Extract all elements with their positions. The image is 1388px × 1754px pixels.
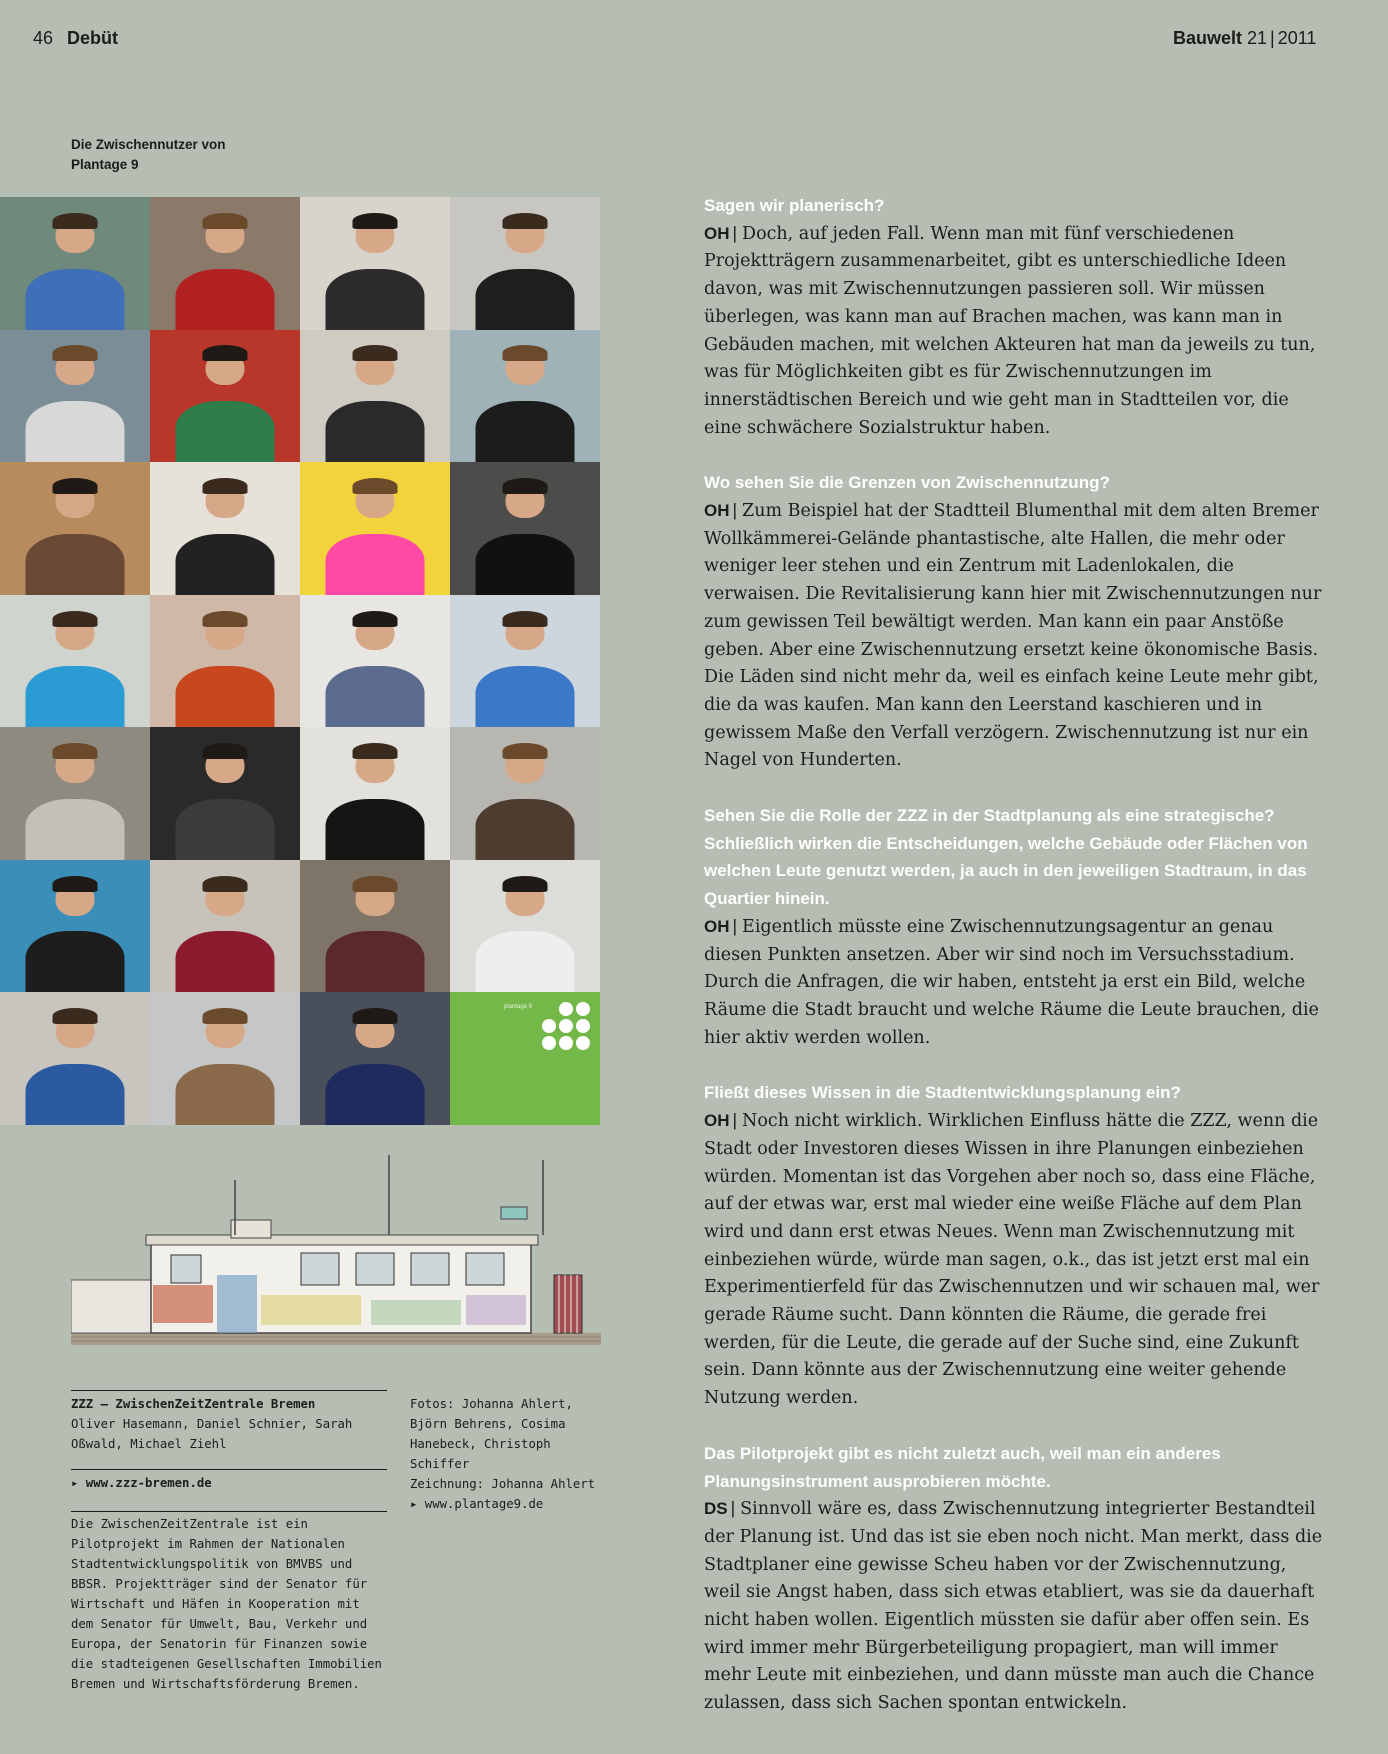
speaker-separator: | bbox=[732, 500, 738, 521]
portrait-photo bbox=[300, 860, 450, 993]
portrait-photo bbox=[300, 197, 450, 330]
interview-answer: Doch, auf jeden Fall. Wenn man mit fünf verschiedenen Projektträgern zusammenarbeitet, gibt es unterschiedliche Ideen davon, was mit Zwischennutzungen passieren soll. Wir müssen überlegen, was kann man auf Brachen machen, was kann man in Gebäuden machen, mit welchen Akteuren hat man da jeweils zu tun, was für Möglichkeiten gibt es für Zwischennutzungen im innerstädtischen Bereich und wie geht man in Stadtteilen vor, die eine schwächere Sozialstruktur haben. bbox=[704, 223, 1316, 438]
plantage-logo-tile bbox=[450, 992, 600, 1125]
interview-question: Fließt dieses Wissen in die Stadtentwicklungsplanung ein? bbox=[704, 1083, 1181, 1103]
interview-answer-paragraph bbox=[704, 497, 1324, 775]
portrait-photo bbox=[150, 595, 300, 728]
portrait-photo-grid bbox=[0, 197, 600, 1125]
photo-credits: Fotos: Johanna Ahlert, Björn Behrens, Cosima Hanebeck, Christoph Schiffer bbox=[410, 1397, 573, 1471]
portrait-photo bbox=[300, 992, 450, 1125]
portrait-photo bbox=[0, 992, 150, 1125]
portrait-photo bbox=[450, 860, 600, 993]
portrait-photo bbox=[450, 462, 600, 595]
portrait-photo bbox=[0, 860, 150, 993]
interview-question: Das Pilotprojekt gibt es nicht zuletzt auch, weil man ein anderes Planungsinstrument ausprobieren möchte. bbox=[704, 1443, 1221, 1491]
speaker-initials: OH bbox=[704, 916, 730, 936]
logo-text: plantage 9 bbox=[503, 1004, 532, 1011]
issue-year: 2011 bbox=[1277, 28, 1317, 48]
drawing-credits: Zeichnung: Johanna Ahlert bbox=[410, 1477, 596, 1491]
zzz-website-link[interactable]: ▸ www.zzz-bremen.de bbox=[71, 1476, 212, 1490]
speaker-initials: OH bbox=[704, 1111, 730, 1131]
logo-dots-icon bbox=[542, 1002, 590, 1050]
portrait-photo bbox=[150, 197, 300, 330]
interview-block bbox=[704, 469, 1324, 775]
magazine-name: Bauwelt bbox=[1173, 28, 1243, 48]
plantage-website-link[interactable]: ▸ www.plantage9.de bbox=[410, 1497, 544, 1511]
interview-answer-paragraph bbox=[704, 1107, 1324, 1413]
portrait-photo bbox=[150, 462, 300, 595]
speaker-separator: | bbox=[732, 915, 738, 936]
photo-caption: Die Zwischennutzer von Plantage 9 bbox=[71, 137, 226, 172]
portrait-photo bbox=[450, 727, 600, 860]
organization-info bbox=[71, 1394, 391, 1454]
interview-question: Sehen Sie die Rolle der ZZZ in der Stadtplanung als eine strategische? Schließlich wirken die Entscheidungen, welche Gebäude oder Flächen von welchen Leute genutzt werden, ja auch in den jeweiligen Stadtraum, in das Quartier hinein. bbox=[704, 806, 1308, 909]
interview-answer-paragraph bbox=[704, 913, 1324, 1053]
issue-number: 21 bbox=[1247, 28, 1268, 48]
interview-block bbox=[704, 1079, 1324, 1412]
interview-answer-paragraph bbox=[704, 1495, 1324, 1718]
interview-answer: Eigentlich müsste eine Zwischennutzungsagentur an genau diesen Punkten ansetzen. Aber wir sind noch im Versuchsstadium. Durch die Anfragen, die wir haben, entsteht ja erst ein Bild, welche Räume die Stadt braucht und welche Räume die Leute brauchen, die hier aktiv werden wollen. bbox=[704, 916, 1319, 1048]
portrait-photo bbox=[0, 197, 150, 330]
interview-answer: Noch nicht wirklich. Wirklichen Einfluss hätte die ZZZ, wenn die Stadt oder Investoren dieses Wissen in ihre Planungen einbeziehen würden. Momentan ist das Vorgehen aber noch so, dass eine Fläche, auf der etwas war, erst mal wieder eine weiße Fläche auf dem Plan wird und dann erst etwas Neues. Wenn man Zwischennutzung mit einbeziehen würde, würde man sagen, o.k., das ist jetzt erst mal ein Experimentierfeld für das Zwischennutzen und wir schauen mal, wer gerade Räume sucht. Dann könnten die Räume, die gerade frei werden, für die Leute, die gerade auf der Suche sind, eine Zukunft sein. Dann könnte aus der Zwischennutzung eine weiter gehende Nutzung werden. bbox=[704, 1111, 1320, 1409]
interview-question: Sagen wir planerisch? bbox=[704, 196, 885, 215]
speaker-initials: DS bbox=[704, 1499, 728, 1519]
building-drawing bbox=[71, 1155, 601, 1345]
interview-answer: Sinnvoll wäre es, dass Zwischennutzung integrierter Bestandteil der Planung ist. Und das ist sie eben noch nicht. Man merkt, dass die Stadtplaner eine gewisse Scheu haben vor der Zwischennutzung, weil sie Angst haben, dass sich etwas etabliert, was sie da dauerhaft nicht haben wollen. Eigentlich müssten sie dafür aber offen sein. Es wird immer mehr Bürgerbeteiligung propagiert, man will immer mehr Leute mit einbeziehen, und dann müsste man auch die Chance zulassen, dass sich Sachen spontan entwickeln. bbox=[704, 1499, 1323, 1714]
interview-block bbox=[704, 1440, 1324, 1718]
credits bbox=[410, 1394, 610, 1514]
portrait-photo bbox=[0, 330, 150, 463]
speaker-initials: OH bbox=[704, 501, 730, 521]
interview-question: Wo sehen Sie die Grenzen von Zwischennutzung? bbox=[704, 473, 1110, 493]
portrait-photo bbox=[300, 462, 450, 595]
organization-members: Oliver Hasemann, Daniel Schnier, Sarah Oßwald, Michael Ziehl bbox=[71, 1417, 353, 1451]
portrait-photo bbox=[450, 595, 600, 728]
portrait-photo bbox=[150, 992, 300, 1125]
portrait-photo bbox=[150, 330, 300, 463]
project-description: Die ZwischenZeitZentrale ist ein Pilotprojekt im Rahmen der Nationalen Stadtentwicklungspolitik von BMVBS und BBSR. Projektträger sind der Senator für Wirtschaft und Häfen in Kooperation mit dem Senator für Umwelt, Bau, Verkehr und Europa, der Senatorin für Finanzen sowie die stadteigenen Gesellschaften Immobilien Bremen und Wirtschaftsförderung Bremen. bbox=[71, 1517, 382, 1691]
speaker-separator: | bbox=[730, 1498, 736, 1519]
speaker-initials: OH bbox=[704, 223, 730, 243]
interview-answer: Zum Beispiel hat der Stadtteil Blumenthal mit dem alten Bremer Wollkämmerei-Gelände phantastische, alte Hallen, die mehr oder weniger leer stehen und ein Zentrum mit Ladenlokalen, die verwaisen. Die Revitalisierung kann hier mit Zwischennutzungen nur zum gewissen Teil bewältigt werden. Man kann ein paar Anstöße geben. Aber eine Zwischennutzung ersetzt keine ökonomische Basis. Die Läden sind nicht mehr da, weil es einfach keine Leute mehr gibt, die da was kaufen. Man kann den Leerstand kaschieren und in gewissem Maße den Verfall verzögern. Zwischennutzung ist nur ein Nagel von Hunderten. bbox=[704, 501, 1322, 771]
portrait-photo bbox=[300, 727, 450, 860]
portrait-photo bbox=[0, 727, 150, 860]
portrait-photo bbox=[150, 727, 300, 860]
interview-column bbox=[704, 192, 1324, 1745]
issue-separator: | bbox=[1270, 28, 1275, 48]
portrait-photo bbox=[300, 330, 450, 463]
speaker-separator: | bbox=[732, 1110, 738, 1131]
section-title: Debüt bbox=[67, 28, 119, 48]
portrait-photo bbox=[0, 595, 150, 728]
interview-block bbox=[704, 192, 1324, 442]
portrait-photo bbox=[0, 462, 150, 595]
portrait-photo bbox=[150, 860, 300, 993]
page-header-left bbox=[33, 28, 118, 49]
page-header-right bbox=[1173, 28, 1316, 49]
interview-block bbox=[704, 802, 1324, 1052]
portrait-photo bbox=[450, 197, 600, 330]
portrait-photo bbox=[450, 330, 600, 463]
organization-title: ZZZ – ZwischenZeitZentrale Bremen bbox=[71, 1397, 316, 1411]
portrait-photo bbox=[300, 595, 450, 728]
speaker-separator: | bbox=[732, 222, 738, 243]
page-number: 46 bbox=[33, 28, 54, 48]
interview-answer-paragraph bbox=[704, 220, 1324, 443]
